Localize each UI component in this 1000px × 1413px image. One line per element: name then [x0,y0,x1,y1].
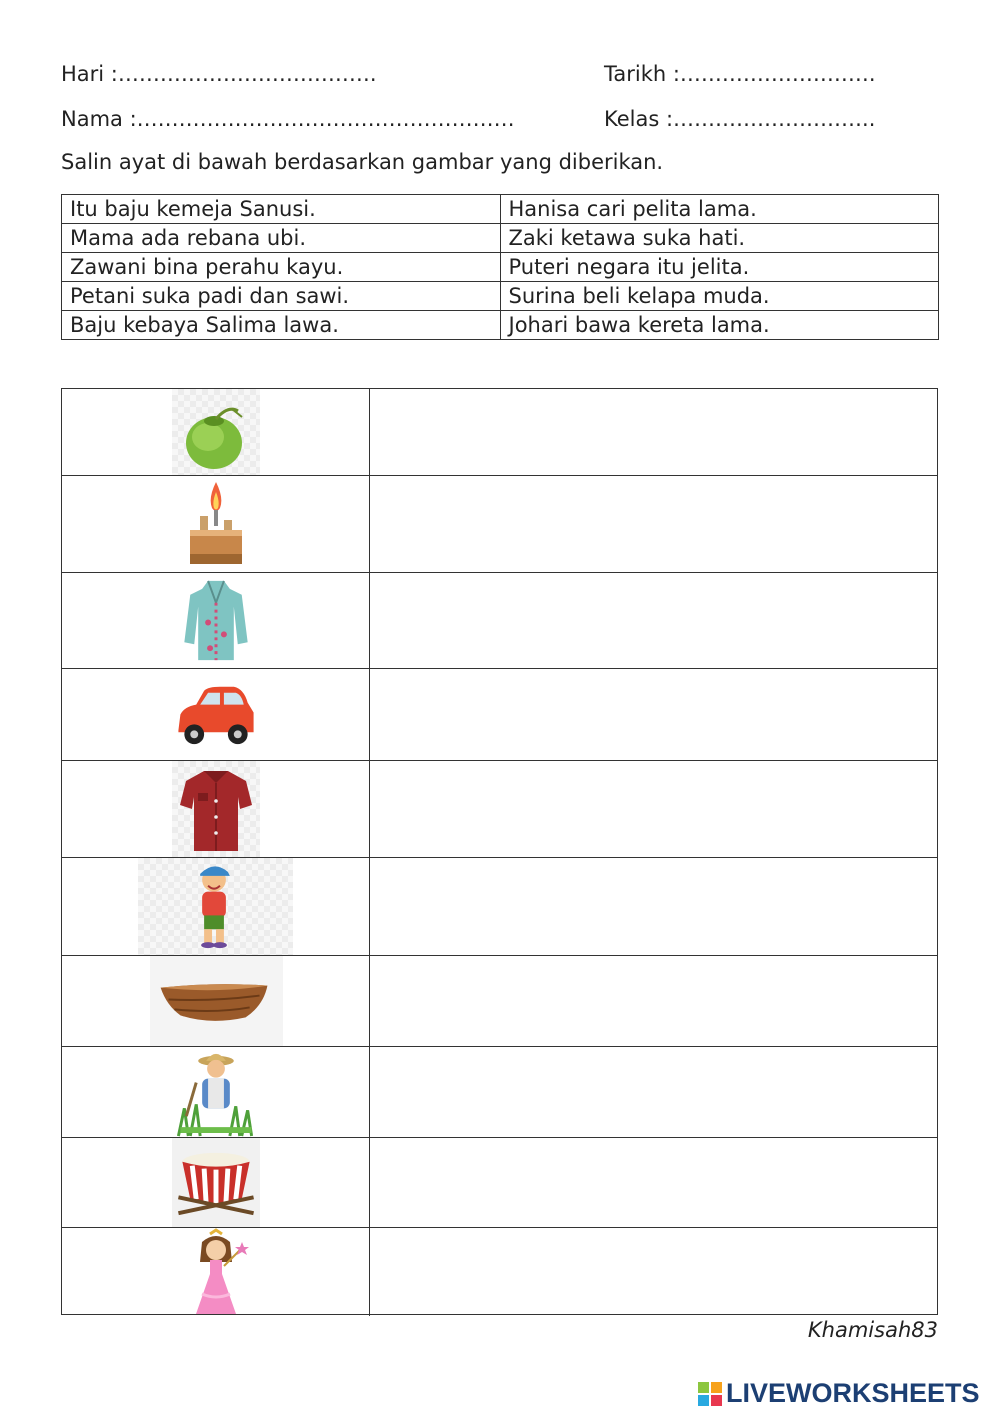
princess-icon [172,1228,260,1316]
picture-cell [62,1228,370,1316]
answer-row [62,573,937,669]
tarikh-field: Tarikh :………………………. [604,62,876,86]
sentence: Hanisa cari pelita lama. [500,195,939,224]
sentence: Surina beli kelapa muda. [500,282,939,311]
shirt-icon [172,761,260,857]
laughing-boy-icon [138,858,293,955]
answer-cell[interactable] [370,956,937,1046]
picture-cell [62,1047,370,1137]
picture-cell [62,389,370,475]
sentence-row [62,195,939,224]
coconut-icon [172,389,260,475]
sentence-row [62,253,939,282]
brand-text: LIVEWORKSHEETS [726,1378,980,1408]
answer-row [62,476,937,573]
answer-cell[interactable] [370,669,937,760]
sentence: Johari bawa kereta lama. [500,311,939,340]
answer-cell[interactable] [370,761,937,857]
answer-cell[interactable] [370,1047,937,1137]
picture-cell [62,669,370,760]
nama-field: Nama :……………………………………………… [61,107,515,131]
sentence-row [62,224,939,253]
instruction: Salin ayat di bawah berdasarkan gambar yang diberikan. [61,150,664,174]
picture-cell [62,761,370,857]
sentence: Zawani bina perahu kayu. [62,253,501,282]
answer-cell[interactable] [370,1228,937,1316]
wooden-boat-icon [150,956,283,1046]
liveworksheets-logo-icon [698,1382,722,1406]
farmer-icon [172,1047,260,1137]
answer-row [62,1138,937,1228]
sentence: Petani suka padi dan sawi. [62,282,501,311]
sentence-bank [61,194,939,340]
kebaya-icon [172,573,260,668]
answer-cell[interactable] [370,858,937,955]
answer-row [62,956,937,1047]
answer-row [62,1228,937,1316]
answer-row [62,858,937,956]
kelas-field: Kelas :……………………….. [604,107,876,131]
sentence-row [62,311,939,340]
hari-field: Hari :………………………………. [61,62,377,86]
picture-cell [62,956,370,1046]
answer-grid [61,388,938,1315]
answer-row [62,389,937,476]
sentence: Itu baju kemeja Sanusi. [62,195,501,224]
answer-cell[interactable] [370,476,937,572]
answer-cell[interactable] [370,1138,937,1227]
drum-icon [172,1138,260,1227]
sentence-row [62,282,939,311]
answer-row [62,761,937,858]
picture-cell [62,858,370,955]
picture-cell [62,1138,370,1227]
answer-cell[interactable] [370,389,937,475]
sentence: Puteri negara itu jelita. [500,253,939,282]
picture-cell [62,476,370,572]
car-icon [172,669,260,760]
oil-lamp-icon [172,476,260,572]
sentence: Mama ada rebana ubi. [62,224,501,253]
author-credit: Khamisah83 [807,1318,938,1342]
answer-row [62,669,937,761]
answer-cell[interactable] [370,573,937,668]
picture-cell [62,573,370,668]
sentence: Zaki ketawa suka hati. [500,224,939,253]
sentence: Baju kebaya Salima lawa. [62,311,501,340]
brand-logo [698,1378,980,1409]
answer-row [62,1047,937,1138]
